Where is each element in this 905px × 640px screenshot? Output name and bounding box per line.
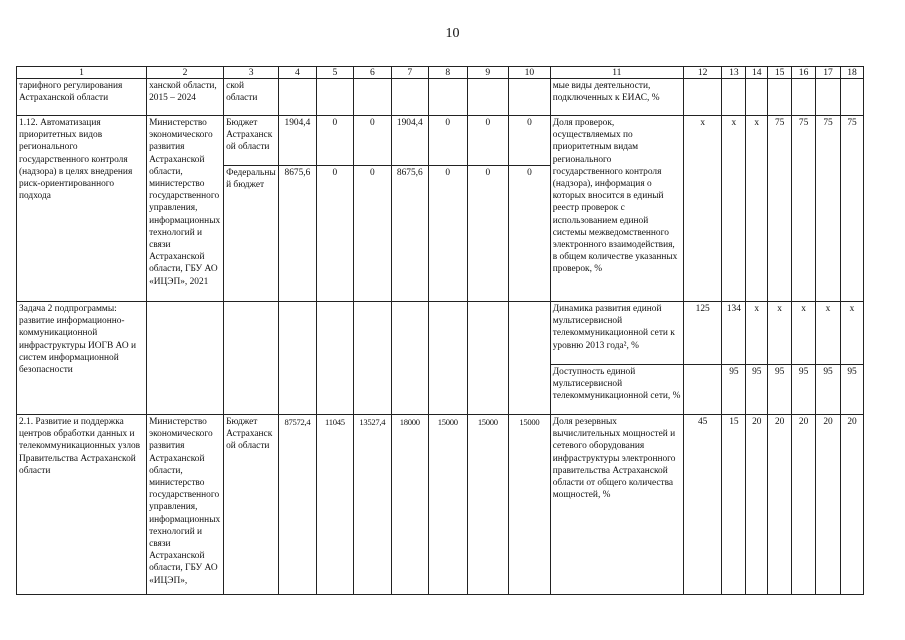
funding-source-cell: Федеральный бюджет (224, 166, 279, 302)
col-number: 11 (550, 67, 683, 79)
target-cell: х (816, 302, 841, 365)
executor-cell: Министерство экономического развития Астраханской области, министерство государственного управления, информационных технологий и связи Астраханской области, ГБУ АО «ИЦЭП», (147, 415, 224, 595)
col-number: 16 (792, 67, 816, 79)
col-number: 9 (467, 67, 509, 79)
funding-source-cell: ской области (224, 79, 279, 116)
target-cell: х (841, 302, 864, 365)
value-cell (316, 79, 353, 116)
value-cell: 15000 (509, 415, 551, 595)
target-cell: 45 (683, 415, 722, 595)
indicator-cell: Доля проверок, осуществляемых по приоритетным видам регионального государственного контроля (надзора), информация о которых вносится в единый реестр проверок с использованием единой системы межведомственного электронного взаимодействия, в общем количестве указанных проверок, % (550, 116, 683, 302)
activity-cell: 2.1. Развитие и поддержка центров обработки данных и телекоммуникационных узлов Правительства Астраханской области (17, 415, 147, 595)
target-cell: 95 (746, 365, 768, 415)
activity-cell: 1.12. Автоматизация приоритетных видов регионального государственного контроля (надзора) в целях внедрения риск-ориентированного подхода (17, 116, 147, 302)
value-cell: 1904,4 (279, 116, 316, 166)
value-cell (391, 302, 428, 415)
table-row-continuation (17, 79, 864, 116)
target-cell (722, 79, 746, 116)
value-cell (279, 79, 316, 116)
column-number-row (17, 67, 864, 79)
col-number: 12 (683, 67, 722, 79)
target-cell: 20 (816, 415, 841, 595)
target-cell: 20 (841, 415, 864, 595)
target-cell: 20 (746, 415, 768, 595)
target-cell: 20 (792, 415, 816, 595)
target-cell: х (683, 116, 722, 302)
indicator-cell: Доля резервных вычислительных мощностей и сетевого оборудования инфраструктуры электронного правительства Астраханской области от общего количества мощностей, % (550, 415, 683, 595)
value-cell (467, 79, 509, 116)
target-cell: 95 (792, 365, 816, 415)
value-cell: 0 (509, 166, 551, 302)
value-cell: 0 (467, 116, 509, 166)
target-cell: 75 (768, 116, 792, 302)
target-cell: 125 (683, 302, 722, 365)
col-number: 2 (147, 67, 224, 79)
value-cell: 11045 (316, 415, 353, 595)
target-cell: 95 (841, 365, 864, 415)
indicator-cell: Динамика развития единой мультисервисной телекоммуникационной сети к уровню 2013 года², % (550, 302, 683, 365)
target-cell (746, 79, 768, 116)
value-cell: 0 (429, 166, 468, 302)
target-cell: 75 (792, 116, 816, 302)
value-cell: 87572,4 (279, 415, 316, 595)
value-cell: 0 (509, 116, 551, 166)
target-cell: 95 (768, 365, 792, 415)
executor-cell: ханской области, 2015 – 2024 (147, 79, 224, 116)
col-number: 1 (17, 67, 147, 79)
target-cell: х (746, 116, 768, 302)
value-cell: 8675,6 (391, 166, 428, 302)
col-number: 14 (746, 67, 768, 79)
target-cell (768, 79, 792, 116)
col-number: 3 (224, 67, 279, 79)
col-number: 4 (279, 67, 316, 79)
value-cell (354, 79, 391, 116)
table-row-2-1 (17, 415, 864, 595)
activity-cell: тарифного регулирования Астраханской области (17, 79, 147, 116)
value-cell: 0 (354, 116, 391, 166)
value-cell: 0 (316, 166, 353, 302)
col-number: 13 (722, 67, 746, 79)
page-number: 10 (445, 26, 460, 41)
target-cell: 95 (816, 365, 841, 415)
col-number: 8 (429, 67, 468, 79)
value-cell (391, 79, 428, 116)
value-cell: 0 (429, 116, 468, 166)
funding-source-cell: Бюджет Астраханской области (224, 116, 279, 166)
table-row-task-2 (17, 302, 864, 365)
target-cell (683, 79, 722, 116)
value-cell: 0 (354, 166, 391, 302)
executor-cell (147, 302, 224, 415)
target-cell: 134 (722, 302, 746, 365)
col-number: 10 (509, 67, 551, 79)
col-number: 6 (354, 67, 391, 79)
target-cell: х (792, 302, 816, 365)
value-cell: 15000 (467, 415, 509, 595)
value-cell: 0 (316, 116, 353, 166)
value-cell (354, 302, 391, 415)
target-cell (683, 365, 722, 415)
target-cell (816, 79, 841, 116)
target-cell: х (768, 302, 792, 365)
funding-source-cell: Бюджет Астраханской области (224, 415, 279, 595)
col-number: 18 (841, 67, 864, 79)
value-cell (279, 302, 316, 415)
target-cell: х (722, 116, 746, 302)
col-number: 7 (391, 67, 428, 79)
target-cell: 20 (768, 415, 792, 595)
task-cell: Задача 2 подпрограммы: развитие информационно-коммуникационной инфраструктуры ИОГВ АО и систем информационной безопасности (17, 302, 147, 415)
value-cell: 0 (467, 166, 509, 302)
executor-cell: Министерство экономического развития Астраханской области, министерство государственного управления, информационных технологий и связи Астраханской области, ГБУ АО «ИЦЭП», 2021 (147, 116, 224, 302)
program-table (16, 66, 864, 595)
target-cell: х (746, 302, 768, 365)
value-cell (509, 302, 551, 415)
value-cell: 13527,4 (354, 415, 391, 595)
target-cell: 15 (722, 415, 746, 595)
value-cell (467, 302, 509, 415)
value-cell (316, 302, 353, 415)
value-cell (509, 79, 551, 116)
target-cell: 75 (816, 116, 841, 302)
value-cell (429, 79, 468, 116)
target-cell: 95 (722, 365, 746, 415)
col-number: 15 (768, 67, 792, 79)
col-number: 17 (816, 67, 841, 79)
value-cell: 15000 (429, 415, 468, 595)
value-cell: 18000 (391, 415, 428, 595)
target-cell (792, 79, 816, 116)
col-number: 5 (316, 67, 353, 79)
value-cell: 1904,4 (391, 116, 428, 166)
value-cell: 8675,6 (279, 166, 316, 302)
value-cell (429, 302, 468, 415)
indicator-cell: мые виды деятельности, подключенных к ЕИАС, % (550, 79, 683, 116)
target-cell: 75 (841, 116, 864, 302)
target-cell (841, 79, 864, 116)
table-row-1-12 (17, 116, 864, 166)
indicator-cell: Доступность единой мультисервисной телекоммуникационной сети, % (550, 365, 683, 415)
funding-source-cell (224, 302, 279, 415)
